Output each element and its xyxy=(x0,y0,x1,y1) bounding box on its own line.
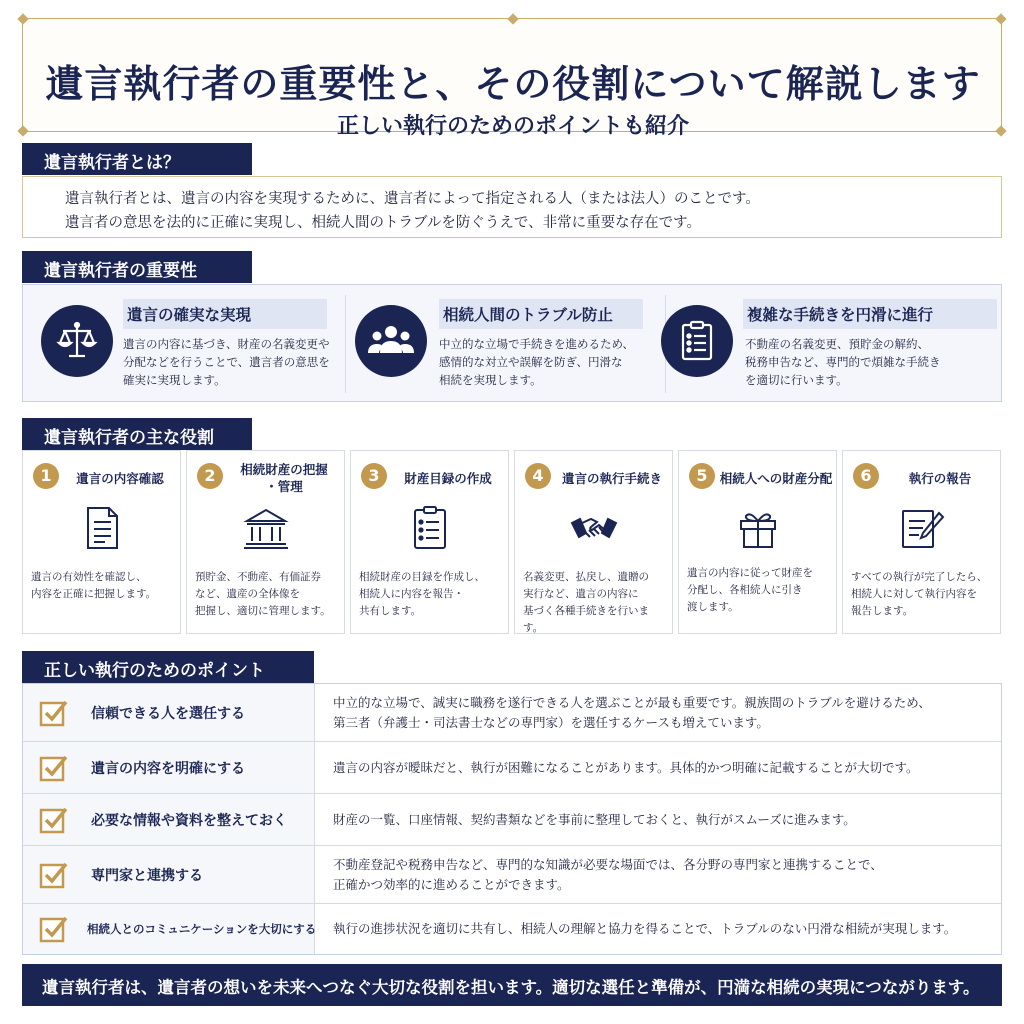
table-row xyxy=(23,904,1001,954)
desc-line: 遺言の内容に従って財産を xyxy=(687,567,813,579)
desc-line: 分配などを行うことで、遺言者の意思を xyxy=(123,355,330,369)
report-pen-icon xyxy=(897,503,947,553)
checkbox-icon xyxy=(39,860,69,890)
top-ornament xyxy=(507,13,518,24)
desc-line: 報告します。 xyxy=(851,605,914,617)
point-text xyxy=(333,855,993,895)
role-desc xyxy=(359,569,503,620)
title-frame xyxy=(22,18,1002,139)
scales-icon xyxy=(41,305,113,377)
checkbox-icon xyxy=(39,914,69,944)
desc-line: 不動産の名義変更、預貯金の解約、 xyxy=(745,337,929,351)
section-heading-intro: 遺言執行者とは？ xyxy=(22,143,252,175)
desc-line: 内容を正確に把握します。 xyxy=(31,588,157,600)
role-title: 財産目録の作成 xyxy=(404,471,492,486)
desc-line: を適切に行います。 xyxy=(745,373,848,387)
desc-line: 渡します。 xyxy=(687,601,739,613)
desc-line: 分配し、各相続人に引き xyxy=(687,584,803,596)
desc-line: 相続人に内容を報告・ xyxy=(359,588,464,600)
points-table xyxy=(22,683,1002,955)
role-desc xyxy=(523,569,667,637)
role-card xyxy=(22,450,181,634)
role-title-line: 相続財産の把握 xyxy=(240,462,328,477)
section-heading-importance: 遺言執行者の重要性 xyxy=(22,251,252,283)
desc-line: 共有します。 xyxy=(359,605,422,617)
importance-card xyxy=(641,285,1001,403)
clipboard-icon xyxy=(661,305,733,377)
people-icon xyxy=(355,305,427,377)
text-line: 執行の進捗状況を適切に共有し、相続人の理解と協力を得ることで、トラブルのない円滑な相続が実現します。 xyxy=(333,921,957,936)
role-desc xyxy=(687,565,831,616)
point-label: 遺言の内容を明確にする xyxy=(91,761,245,777)
role-desc xyxy=(851,569,995,620)
role-title: 相続人への財産分配 xyxy=(719,471,833,486)
importance-title: 遺言の確実な実現 xyxy=(123,299,327,329)
intro-line: 遺言者の意思を法的に正確に実現し、相続人間のトラブルを防ぐうえで、非常に重要な存在です。 xyxy=(65,215,701,231)
role-number: 3 xyxy=(361,463,387,489)
point-label: 信頼できる人を選任する xyxy=(91,706,245,722)
desc-line: 実行など、遺言の内容に xyxy=(523,588,639,600)
role-desc xyxy=(31,569,175,603)
importance-title: 複雑な手続きを円滑に進行 xyxy=(743,299,997,329)
table-row xyxy=(23,794,1001,846)
page-title: 遺言執行者の重要性と、その役割について解説します xyxy=(45,61,981,106)
desc-line: 遺言の有効性を確認し、 xyxy=(31,571,147,583)
section-heading-points: 正しい執行のためのポイント xyxy=(22,651,314,683)
desc-line: 相続を実現します。 xyxy=(439,373,542,387)
desc-line: など、遺産の全体像を xyxy=(195,588,300,600)
checkbox-icon xyxy=(39,698,69,728)
gift-icon xyxy=(733,503,783,553)
desc-line: 遺言の内容に基づき、財産の名義変更や xyxy=(123,337,330,351)
document-icon xyxy=(77,503,127,553)
footer-banner: 遺言執行者は、遺言者の想いを未来へつなぐ大切な役割を担います。適切な選任と準備が、円満な相続の実現につながります。 xyxy=(22,964,1002,1006)
point-label-cell xyxy=(23,742,315,793)
role-card xyxy=(842,450,1001,634)
text-line: 第三者（弁護士・司法書士などの専門家）を選任するケースも増えています。 xyxy=(333,715,769,730)
role-number: 1 xyxy=(33,463,59,489)
checklist-icon xyxy=(405,503,455,553)
handshake-icon xyxy=(569,503,619,553)
section-heading-roles: 遺言執行者の主な役割 xyxy=(22,418,252,450)
role-number: 6 xyxy=(853,463,879,489)
checkbox-icon xyxy=(39,753,69,783)
point-label: 必要な情報や資料を整えておく xyxy=(91,813,287,829)
point-text xyxy=(333,758,993,778)
corner-ornament xyxy=(995,13,1006,24)
desc-line: 税務申告など、専門的で煩雑な手続き xyxy=(745,355,941,369)
intro-line: 遺言執行者とは、遺言の内容を実現するために、遺言者によって指定される人（または法人）のことです。 xyxy=(65,191,760,207)
importance-panel xyxy=(22,284,1002,402)
point-label-cell xyxy=(23,904,315,954)
desc-line: 相続人に対して執行内容を xyxy=(851,588,977,600)
desc-line: 感情的な対立や誤解を防ぎ、円滑な xyxy=(439,355,623,369)
role-number: 4 xyxy=(525,463,551,489)
role-card xyxy=(186,450,345,634)
desc-line: すべての執行が完了したら、 xyxy=(851,571,988,583)
bank-icon xyxy=(241,503,291,553)
role-title: 遺言の執行手続き xyxy=(561,471,662,486)
role-card xyxy=(350,450,509,634)
table-row xyxy=(23,684,1001,742)
desc-line: 基づく各種手続きを行います。 xyxy=(523,605,649,634)
importance-desc xyxy=(439,335,649,389)
desc-line: 預貯金、不動産、有価証券 xyxy=(195,571,321,583)
text-line: 中立的な立場で、誠実に職務を遂行できる人を選ぶことが最も重要です。親族間のトラブルを避けるため、 xyxy=(333,695,931,710)
importance-card xyxy=(23,285,341,403)
role-desc xyxy=(195,569,339,620)
desc-line: 名義変更、払戻し、遺贈の xyxy=(523,571,649,583)
desc-line: 中立的な立場で手続きを進めるため、 xyxy=(439,337,635,351)
desc-line: 相続財産の目録を作成し、 xyxy=(359,571,485,583)
text-line: 正確かつ効率的に進めることができます。 xyxy=(333,877,570,892)
text-line: 不動産登記や税務申告など、専門的な知識が必要な場面では、各分野の専門家と連携することで、 xyxy=(333,857,883,872)
role-title-line: ・管理 xyxy=(265,479,303,494)
role-card xyxy=(678,450,837,634)
point-label-cell xyxy=(23,684,315,741)
intro-box xyxy=(22,176,1002,238)
importance-card xyxy=(335,285,661,403)
table-row xyxy=(23,846,1001,904)
point-label-cell xyxy=(23,846,315,903)
importance-title: 相続人間のトラブル防止 xyxy=(439,299,643,329)
point-text xyxy=(333,810,993,830)
point-text xyxy=(333,919,993,939)
page-subtitle: 正しい執行のためのポイントも紹介 xyxy=(336,113,689,139)
role-card xyxy=(514,450,673,634)
corner-ornament xyxy=(17,13,28,24)
role-number: 2 xyxy=(197,463,223,489)
role-title: 執行の報告 xyxy=(908,471,972,486)
point-label: 相続人とのコミュニケーションを大切にする xyxy=(87,922,317,936)
importance-desc xyxy=(123,335,333,389)
role-number: 5 xyxy=(689,463,715,489)
text-line: 財産の一覧、口座情報、契約書類などを事前に整理しておくと、執行がスムーズに進みます。 xyxy=(333,812,856,827)
table-row xyxy=(23,742,1001,794)
desc-line: 確実に実現します。 xyxy=(123,373,226,387)
text-line: 遺言の内容が曖昧だと、執行が困難になることがあります。具体的かつ明確に記載することが大切です。 xyxy=(333,760,919,775)
role-title: 遺言の内容確認 xyxy=(76,471,164,486)
checkbox-icon xyxy=(39,805,69,835)
importance-desc xyxy=(745,335,985,389)
point-label-cell xyxy=(23,794,315,845)
point-label: 専門家と連携する xyxy=(91,868,203,884)
point-text xyxy=(333,693,993,733)
role-title xyxy=(227,461,341,495)
desc-line: 把握し、適切に管理します。 xyxy=(195,605,331,617)
